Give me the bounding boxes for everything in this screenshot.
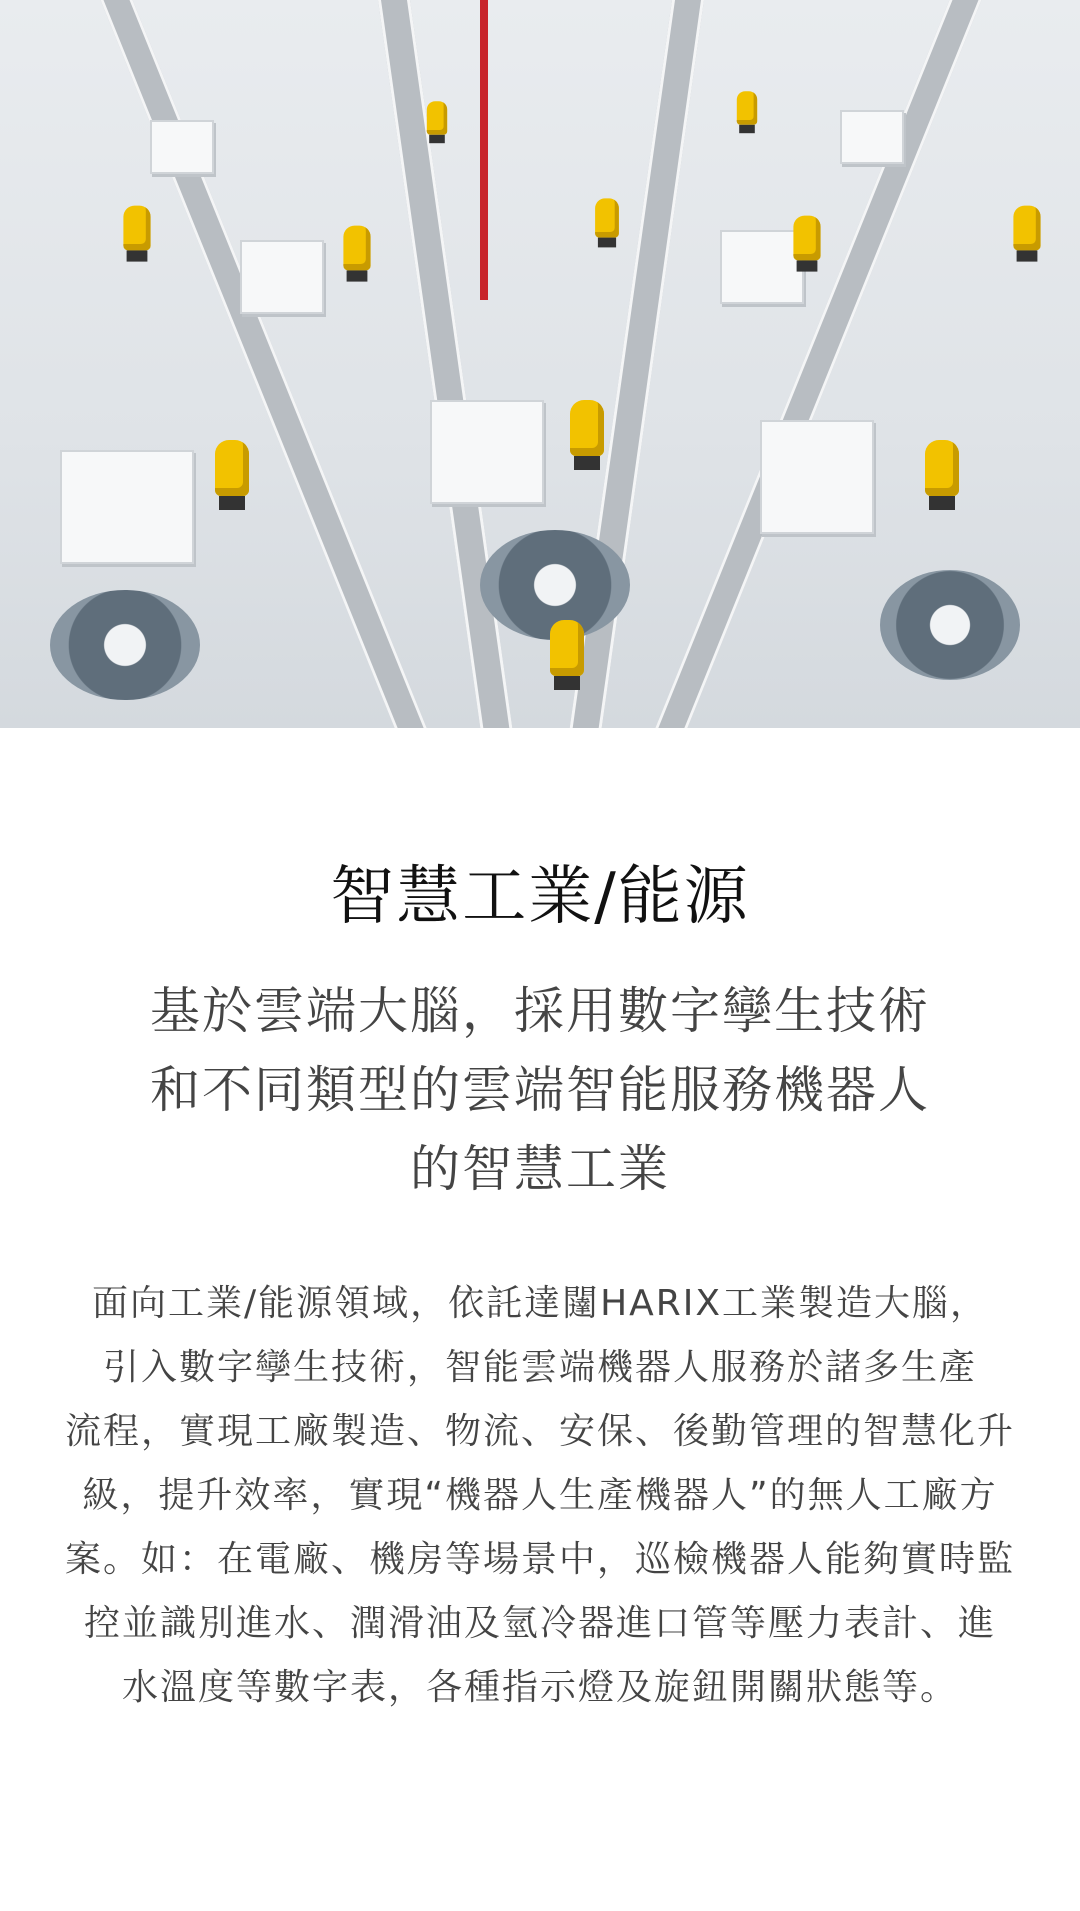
robot-arm [1013, 206, 1040, 251]
robot-arm [343, 226, 370, 271]
subtitle-line: 和不同類型的雲端智能服務機器人 [150, 1061, 930, 1119]
description-line: 水溫度等數字表，各種指示燈及旋鈕開關狀態等。 [121, 1667, 958, 1708]
robot-arm [737, 91, 757, 125]
description-line: 面向工業/能源領域，依託達闥HARIX工業製造大腦， [91, 1283, 989, 1324]
turntable [880, 570, 1020, 680]
description-line: 流程，實現工廠製造、物流、安保、後勤管理的智慧化升 [64, 1411, 1015, 1452]
rack [240, 240, 324, 314]
rack [840, 110, 904, 164]
turntable [50, 590, 200, 700]
red-pole [480, 0, 488, 300]
page-title: 智慧工業/能源 [330, 860, 750, 934]
description-line: 案。如：在電廠、機房等場景中，巡檢機器人能夠實時監 [64, 1539, 1015, 1580]
robot-arm [793, 216, 820, 261]
robot-arm [550, 620, 584, 676]
subtitle-line: 的智慧工業 [410, 1140, 670, 1198]
rack [60, 450, 194, 564]
robot-arm [123, 206, 150, 251]
robot-arm [215, 440, 249, 496]
rack [760, 420, 874, 534]
hero-image [0, 0, 1080, 728]
robot-arm [427, 101, 447, 135]
robot-arm [570, 400, 604, 456]
robot-arm [925, 440, 959, 496]
subtitle [0, 972, 1080, 1209]
description [40, 1272, 1040, 1720]
rack [150, 120, 214, 174]
rack [720, 230, 804, 304]
robot-arm [595, 198, 619, 237]
rack [430, 400, 544, 504]
description-line: 控並識別進水、潤滑油及氫冷器進口管等壓力表計、進 [83, 1603, 996, 1644]
description-line: 級，提升效率，實現“機器人生產機器人”的無人工廠方 [82, 1475, 998, 1516]
subtitle-line: 基於雲端大腦，採用數字孿生技術 [150, 982, 930, 1040]
description-line: 引入數字孿生技術，智能雲端機器人服務於諸多生產 [102, 1347, 977, 1388]
